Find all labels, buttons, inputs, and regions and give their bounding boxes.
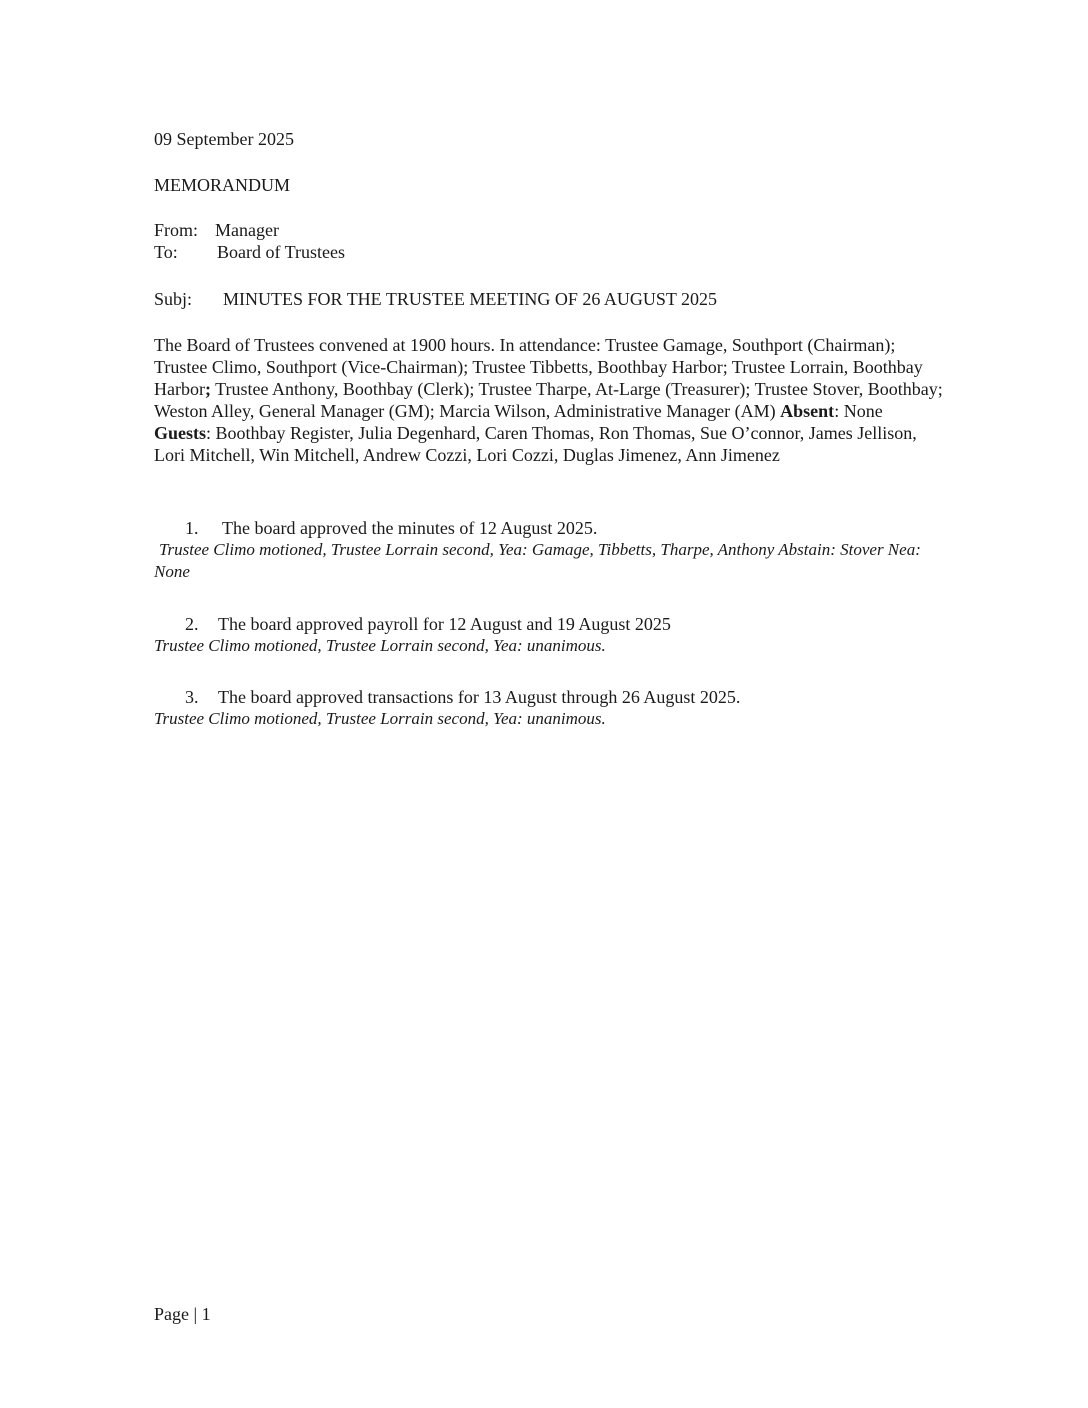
from-line [154, 219, 279, 241]
guests-label: Guests [154, 423, 207, 443]
item-number: 3. [185, 687, 199, 707]
to-line [154, 241, 345, 263]
attendance-paragraph [154, 334, 944, 466]
absent-label: Absent [780, 401, 835, 421]
to-value: Board of Trustees [217, 242, 346, 262]
to-label: To: [154, 242, 178, 262]
from-value: Manager [215, 220, 279, 240]
attendance-semicolon: ; [204, 379, 211, 399]
absent-value: : None [834, 401, 883, 421]
agenda-item-3 [185, 686, 740, 708]
item-1-vote: Trustee Climo motioned, Trustee Lorrain second, Yea: Gamage, Tibbetts, Tharpe, Anthony Abstain: Stover Nea: None [154, 540, 921, 581]
item-number: 1. [185, 518, 199, 538]
memo-title: MEMORANDUM [154, 175, 291, 195]
agenda-item-2 [185, 613, 671, 635]
item-3-vote: Trustee Climo motioned, Trustee Lorrain second, Yea: unanimous. [154, 709, 606, 728]
subject-value: MINUTES FOR THE TRUSTEE MEETING OF 26 AUGUST 2025 [223, 289, 718, 309]
page-number-footer: Page | 1 [154, 1304, 211, 1324]
memo-date: 09 September 2025 [154, 129, 294, 149]
attendance-intro: The Board of Trustees convened at 1900 hours. In attendance: Trustee Gamage, Southport (Chairman); Trustee Climo, Southport (Vice-Chairman); Trustee Tibbetts, Boothbay Harbor; Trustee Lorrain, Boothbay Harbor [154, 335, 923, 399]
item-2-vote: Trustee Climo motioned, Trustee Lorrain second, Yea: unanimous. [154, 636, 606, 655]
subject-label: Subj: [154, 289, 193, 309]
guests-value: : Boothbay Register, Julia Degenhard, Caren Thomas, Ron Thomas, Sue O’connor, James Jellison, Lori Mitchell, Win Mitchell, Andrew Cozzi, Lori Cozzi, Duglas Jimenez, Ann Jimenez [154, 423, 917, 465]
agenda-item-1 [185, 517, 597, 539]
item-number: 2. [185, 614, 199, 634]
from-label: From: [154, 220, 199, 240]
item-text: The board approved the minutes of 12 August 2025. [222, 518, 598, 538]
item-text: The board approved transactions for 13 August through 26 August 2025. [218, 687, 741, 707]
attendance-rest: Trustee Anthony, Boothbay (Clerk); Trustee Tharpe, At-Large (Treasurer); Trustee Stover, Boothbay; Weston Alley, General Manager (GM); Marcia Wilson, Administrative Manager (AM) [154, 379, 943, 421]
item-text: The board approved payroll for 12 August and 19 August 2025 [218, 614, 671, 634]
subject-line [154, 288, 717, 310]
